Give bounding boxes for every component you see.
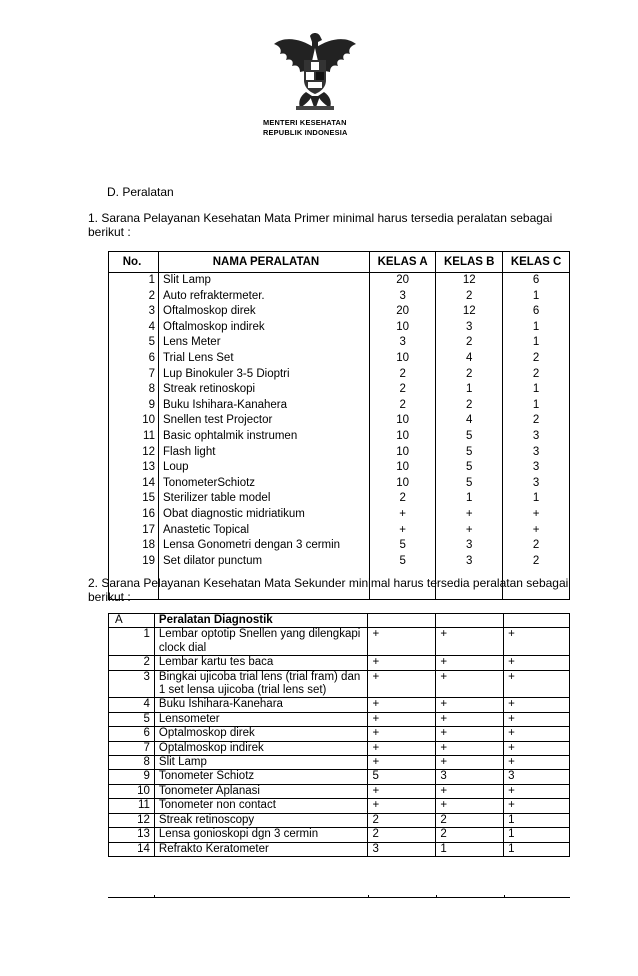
item-name: Tonometer Schiotz bbox=[154, 770, 368, 784]
item-number: 1 bbox=[109, 628, 155, 656]
kelas-a-value: 2 bbox=[368, 828, 436, 842]
kelas-c-value: 2 bbox=[503, 367, 570, 383]
kelas-b-value: 3 bbox=[436, 554, 503, 570]
kelas-a-value: 3 bbox=[370, 335, 436, 351]
kelas-c-value: 1 bbox=[504, 828, 570, 842]
item-number: 7 bbox=[109, 367, 159, 383]
item-number: 16 bbox=[109, 507, 159, 523]
item-number: 13 bbox=[109, 460, 159, 476]
kelas-c-value: + bbox=[504, 656, 570, 670]
item-name: Optalmoskop indirek bbox=[154, 741, 368, 755]
section-title: D. Peralatan bbox=[107, 185, 174, 199]
kelas-c-value: 1 bbox=[503, 491, 570, 507]
group-label: A bbox=[109, 614, 155, 628]
kelas-b-value: + bbox=[436, 727, 504, 741]
item-name: Lembar optotip Snellen yang dilengkapi clock dial bbox=[154, 628, 368, 656]
item-name: Optalmoskop direk bbox=[154, 727, 368, 741]
item-number: 8 bbox=[109, 756, 155, 770]
table-row bbox=[109, 491, 570, 507]
kelas-b-value: 3 bbox=[436, 320, 503, 336]
kelas-b-value: + bbox=[436, 656, 504, 670]
table-row bbox=[109, 273, 570, 289]
group-empty-c bbox=[504, 614, 570, 628]
item-number: 12 bbox=[109, 813, 155, 827]
kelas-a-value: 2 bbox=[370, 491, 436, 507]
item-name: Flash light bbox=[159, 445, 370, 461]
kelas-a-value: 10 bbox=[370, 351, 436, 367]
kelas-b-value: + bbox=[436, 698, 504, 712]
secondary-equipment-table bbox=[108, 613, 570, 857]
item-number: 9 bbox=[109, 770, 155, 784]
item-name: Lensa Gonometri dengan 3 cermin bbox=[159, 538, 370, 554]
kelas-a-value: + bbox=[368, 670, 436, 698]
kelas-b-value: + bbox=[436, 741, 504, 755]
item-name: Streak retinoscopy bbox=[154, 813, 368, 827]
kelas-c-value: 2 bbox=[503, 554, 570, 570]
table-row bbox=[109, 476, 570, 492]
kelas-b-value: 3 bbox=[436, 538, 503, 554]
kelas-c-value: 2 bbox=[503, 538, 570, 554]
kelas-b-value: 12 bbox=[436, 304, 503, 320]
item-name: Bingkai ujicoba trial lens (trial fram) dan 1 set lensa ujicoba (trial lens set) bbox=[154, 670, 368, 698]
primary-equipment-table bbox=[108, 251, 570, 600]
kelas-c-value: + bbox=[504, 628, 570, 656]
table-row bbox=[109, 382, 570, 398]
kelas-b-value: 4 bbox=[436, 351, 503, 367]
item-name: Lens Meter bbox=[159, 335, 370, 351]
kelas-c-value: 2 bbox=[503, 413, 570, 429]
table-row bbox=[109, 741, 570, 755]
table-row bbox=[109, 842, 570, 856]
kelas-c-value: 3 bbox=[503, 445, 570, 461]
kelas-b-value: + bbox=[436, 628, 504, 656]
kelas-c-value: 3 bbox=[503, 429, 570, 445]
item-number: 17 bbox=[109, 523, 159, 539]
kelas-c-value: 1 bbox=[503, 320, 570, 336]
kelas-a-value: + bbox=[368, 799, 436, 813]
kelas-c-value: + bbox=[504, 756, 570, 770]
kelas-a-value: 2 bbox=[370, 382, 436, 398]
item-name: Anastetic Topical bbox=[159, 523, 370, 539]
group-header-row bbox=[109, 614, 570, 628]
kelas-c-value: + bbox=[504, 712, 570, 726]
table-row bbox=[109, 727, 570, 741]
item-number: 15 bbox=[109, 491, 159, 507]
header-kelas-b: KELAS B bbox=[436, 252, 503, 273]
item-name: Slit Lamp bbox=[159, 273, 370, 289]
group-title: Peralatan Diagnostik bbox=[154, 614, 368, 628]
table-row bbox=[109, 398, 570, 414]
kelas-a-value: 5 bbox=[370, 554, 436, 570]
item-name: Obat diagnostic midriatikum bbox=[159, 507, 370, 523]
kelas-b-value: 2 bbox=[436, 367, 503, 383]
kelas-a-value: 10 bbox=[370, 460, 436, 476]
table-row bbox=[109, 554, 570, 570]
table-row bbox=[109, 656, 570, 670]
item-number: 3 bbox=[109, 670, 155, 698]
item-number: 6 bbox=[109, 727, 155, 741]
kelas-b-value: 12 bbox=[436, 273, 503, 289]
kelas-a-value: 2 bbox=[370, 367, 436, 383]
item-number: 2 bbox=[109, 656, 155, 670]
item-name: Lup Binokuler 3-5 Dioptri bbox=[159, 367, 370, 383]
kelas-c-value: + bbox=[504, 698, 570, 712]
kelas-a-value: 10 bbox=[370, 413, 436, 429]
item-number: 7 bbox=[109, 741, 155, 755]
kelas-b-value: + bbox=[436, 523, 503, 539]
table-row bbox=[109, 712, 570, 726]
kelas-b-value: 5 bbox=[436, 460, 503, 476]
table-row bbox=[109, 413, 570, 429]
kelas-b-value: 2 bbox=[436, 813, 504, 827]
kelas-b-value: 1 bbox=[436, 382, 503, 398]
kelas-c-value: + bbox=[504, 784, 570, 798]
kelas-c-value: 3 bbox=[503, 460, 570, 476]
kelas-b-value: + bbox=[436, 507, 503, 523]
kelas-c-value: 1 bbox=[503, 335, 570, 351]
ministry-line2: REPUBLIK INDONESIA bbox=[263, 128, 348, 137]
kelas-a-value: 20 bbox=[370, 304, 436, 320]
kelas-a-value: + bbox=[368, 727, 436, 741]
table-row bbox=[109, 799, 570, 813]
item-name: Auto refraktermeter. bbox=[159, 289, 370, 305]
kelas-c-value: 3 bbox=[504, 770, 570, 784]
item-name: TonometerSchiotz bbox=[159, 476, 370, 492]
table-row bbox=[109, 507, 570, 523]
kelas-a-value: 10 bbox=[370, 445, 436, 461]
kelas-c-value: 6 bbox=[503, 273, 570, 289]
table-row bbox=[109, 304, 570, 320]
group-empty-a bbox=[368, 614, 436, 628]
kelas-c-value: 1 bbox=[504, 842, 570, 856]
item-name: Oftalmoskop indirek bbox=[159, 320, 370, 336]
kelas-c-value: + bbox=[504, 799, 570, 813]
item-number: 9 bbox=[109, 398, 159, 414]
kelas-b-value: + bbox=[436, 784, 504, 798]
kelas-b-value: + bbox=[436, 670, 504, 698]
kelas-b-value: 2 bbox=[436, 398, 503, 414]
kelas-b-value: 3 bbox=[436, 770, 504, 784]
item-name: Streak retinoskopi bbox=[159, 382, 370, 398]
item-name: Snellen test Projector bbox=[159, 413, 370, 429]
kelas-a-value: + bbox=[368, 712, 436, 726]
kelas-c-value: + bbox=[504, 741, 570, 755]
kelas-a-value: 2 bbox=[370, 398, 436, 414]
ministry-title bbox=[263, 118, 373, 138]
table-row bbox=[109, 770, 570, 784]
table-header-row bbox=[109, 252, 570, 273]
header-kelas-c: KELAS C bbox=[503, 252, 570, 273]
kelas-b-value: 1 bbox=[436, 491, 503, 507]
kelas-a-value: 5 bbox=[370, 538, 436, 554]
item-name: Lembar kartu tes baca bbox=[154, 656, 368, 670]
kelas-b-value: 2 bbox=[436, 289, 503, 305]
table-row bbox=[109, 628, 570, 656]
kelas-a-value: 20 bbox=[370, 273, 436, 289]
kelas-a-value: + bbox=[368, 628, 436, 656]
item-number: 13 bbox=[109, 828, 155, 842]
item-name: Lensa gonioskopi dgn 3 cermin bbox=[154, 828, 368, 842]
item-number: 5 bbox=[109, 712, 155, 726]
garuda-emblem-icon bbox=[270, 30, 360, 112]
table-row bbox=[109, 429, 570, 445]
table-row bbox=[109, 523, 570, 539]
kelas-a-value: + bbox=[368, 741, 436, 755]
item-number: 11 bbox=[109, 429, 159, 445]
table-row bbox=[109, 538, 570, 554]
header-name: NAMA PERALATAN bbox=[159, 252, 370, 273]
ministry-line1: MENTERI KESEHATAN bbox=[263, 118, 347, 127]
kelas-a-value: 10 bbox=[370, 429, 436, 445]
kelas-c-value: + bbox=[504, 727, 570, 741]
header-kelas-a: KELAS A bbox=[370, 252, 436, 273]
item-number: 8 bbox=[109, 382, 159, 398]
kelas-c-value: + bbox=[503, 507, 570, 523]
item-name: Tonometer non contact bbox=[154, 799, 368, 813]
kelas-c-value: 2 bbox=[503, 351, 570, 367]
item-number: 1 bbox=[109, 273, 159, 289]
table-row bbox=[109, 289, 570, 305]
kelas-a-value: 3 bbox=[370, 289, 436, 305]
item-name: Refrakto Keratometer bbox=[154, 842, 368, 856]
kelas-b-value: + bbox=[436, 799, 504, 813]
kelas-a-value: + bbox=[368, 756, 436, 770]
item-number: 5 bbox=[109, 335, 159, 351]
kelas-c-value: + bbox=[504, 670, 570, 698]
table-row bbox=[109, 756, 570, 770]
item-name: Lensometer bbox=[154, 712, 368, 726]
item-name: Tonometer Aplanasi bbox=[154, 784, 368, 798]
table-row bbox=[109, 460, 570, 476]
item-number: 11 bbox=[109, 799, 155, 813]
table-row bbox=[109, 670, 570, 698]
kelas-b-value: 5 bbox=[436, 445, 503, 461]
item-name: Slit Lamp bbox=[154, 756, 368, 770]
item-number: 19 bbox=[109, 554, 159, 570]
kelas-a-value: 5 bbox=[368, 770, 436, 784]
kelas-c-value: 1 bbox=[503, 289, 570, 305]
table-row bbox=[109, 445, 570, 461]
kelas-b-value: + bbox=[436, 712, 504, 726]
item-number: 4 bbox=[109, 320, 159, 336]
item-number: 3 bbox=[109, 304, 159, 320]
kelas-b-value: 1 bbox=[436, 842, 504, 856]
kelas-b-value: 5 bbox=[436, 476, 503, 492]
table-row bbox=[109, 335, 570, 351]
kelas-a-value: 10 bbox=[370, 320, 436, 336]
paragraph-primary: 1. Sarana Pelayanan Kesehatan Mata Primer minimal harus tersedia peralatan sebagai berikut : bbox=[88, 211, 553, 239]
kelas-c-value: 1 bbox=[503, 398, 570, 414]
item-name: Set dilator punctum bbox=[159, 554, 370, 570]
item-number: 12 bbox=[109, 445, 159, 461]
item-name: Basic ophtalmik instrumen bbox=[159, 429, 370, 445]
kelas-b-value: 2 bbox=[436, 828, 504, 842]
kelas-b-value: 2 bbox=[436, 335, 503, 351]
kelas-b-value: 5 bbox=[436, 429, 503, 445]
kelas-a-value: 3 bbox=[368, 842, 436, 856]
item-name: Buku Ishihara-Kanahera bbox=[159, 398, 370, 414]
item-name: Sterilizer table model bbox=[159, 491, 370, 507]
paragraph-secondary: 2. Sarana Pelayanan Kesehatan Mata Sekunder minimal harus tersedia peralatan sebagai berikut : bbox=[88, 576, 569, 604]
item-number: 14 bbox=[109, 842, 155, 856]
item-name: Trial Lens Set bbox=[159, 351, 370, 367]
item-number: 14 bbox=[109, 476, 159, 492]
item-number: 10 bbox=[109, 784, 155, 798]
kelas-a-value: + bbox=[368, 698, 436, 712]
kelas-c-value: 3 bbox=[503, 476, 570, 492]
item-number: 18 bbox=[109, 538, 159, 554]
page-footer-rule bbox=[108, 897, 570, 898]
item-name: Oftalmoskop direk bbox=[159, 304, 370, 320]
group-empty-b bbox=[436, 614, 504, 628]
item-number: 10 bbox=[109, 413, 159, 429]
table-row bbox=[109, 813, 570, 827]
table-row bbox=[109, 784, 570, 798]
table-row bbox=[109, 320, 570, 336]
table-row bbox=[109, 698, 570, 712]
table-row bbox=[109, 351, 570, 367]
kelas-a-value: + bbox=[368, 656, 436, 670]
kelas-b-value: + bbox=[436, 756, 504, 770]
item-name: Loup bbox=[159, 460, 370, 476]
kelas-a-value: + bbox=[368, 784, 436, 798]
kelas-a-value: 10 bbox=[370, 476, 436, 492]
kelas-a-value: 2 bbox=[368, 813, 436, 827]
kelas-a-value: + bbox=[370, 507, 436, 523]
kelas-c-value: + bbox=[503, 523, 570, 539]
table-row bbox=[109, 828, 570, 842]
item-number: 2 bbox=[109, 289, 159, 305]
kelas-c-value: 1 bbox=[504, 813, 570, 827]
header-no: No. bbox=[109, 252, 159, 273]
table-row bbox=[109, 367, 570, 383]
item-number: 6 bbox=[109, 351, 159, 367]
item-name: Buku Ishihara-Kanehara bbox=[154, 698, 368, 712]
kelas-a-value: + bbox=[370, 523, 436, 539]
kelas-c-value: 1 bbox=[503, 382, 570, 398]
kelas-b-value: 4 bbox=[436, 413, 503, 429]
item-number: 4 bbox=[109, 698, 155, 712]
kelas-c-value: 6 bbox=[503, 304, 570, 320]
